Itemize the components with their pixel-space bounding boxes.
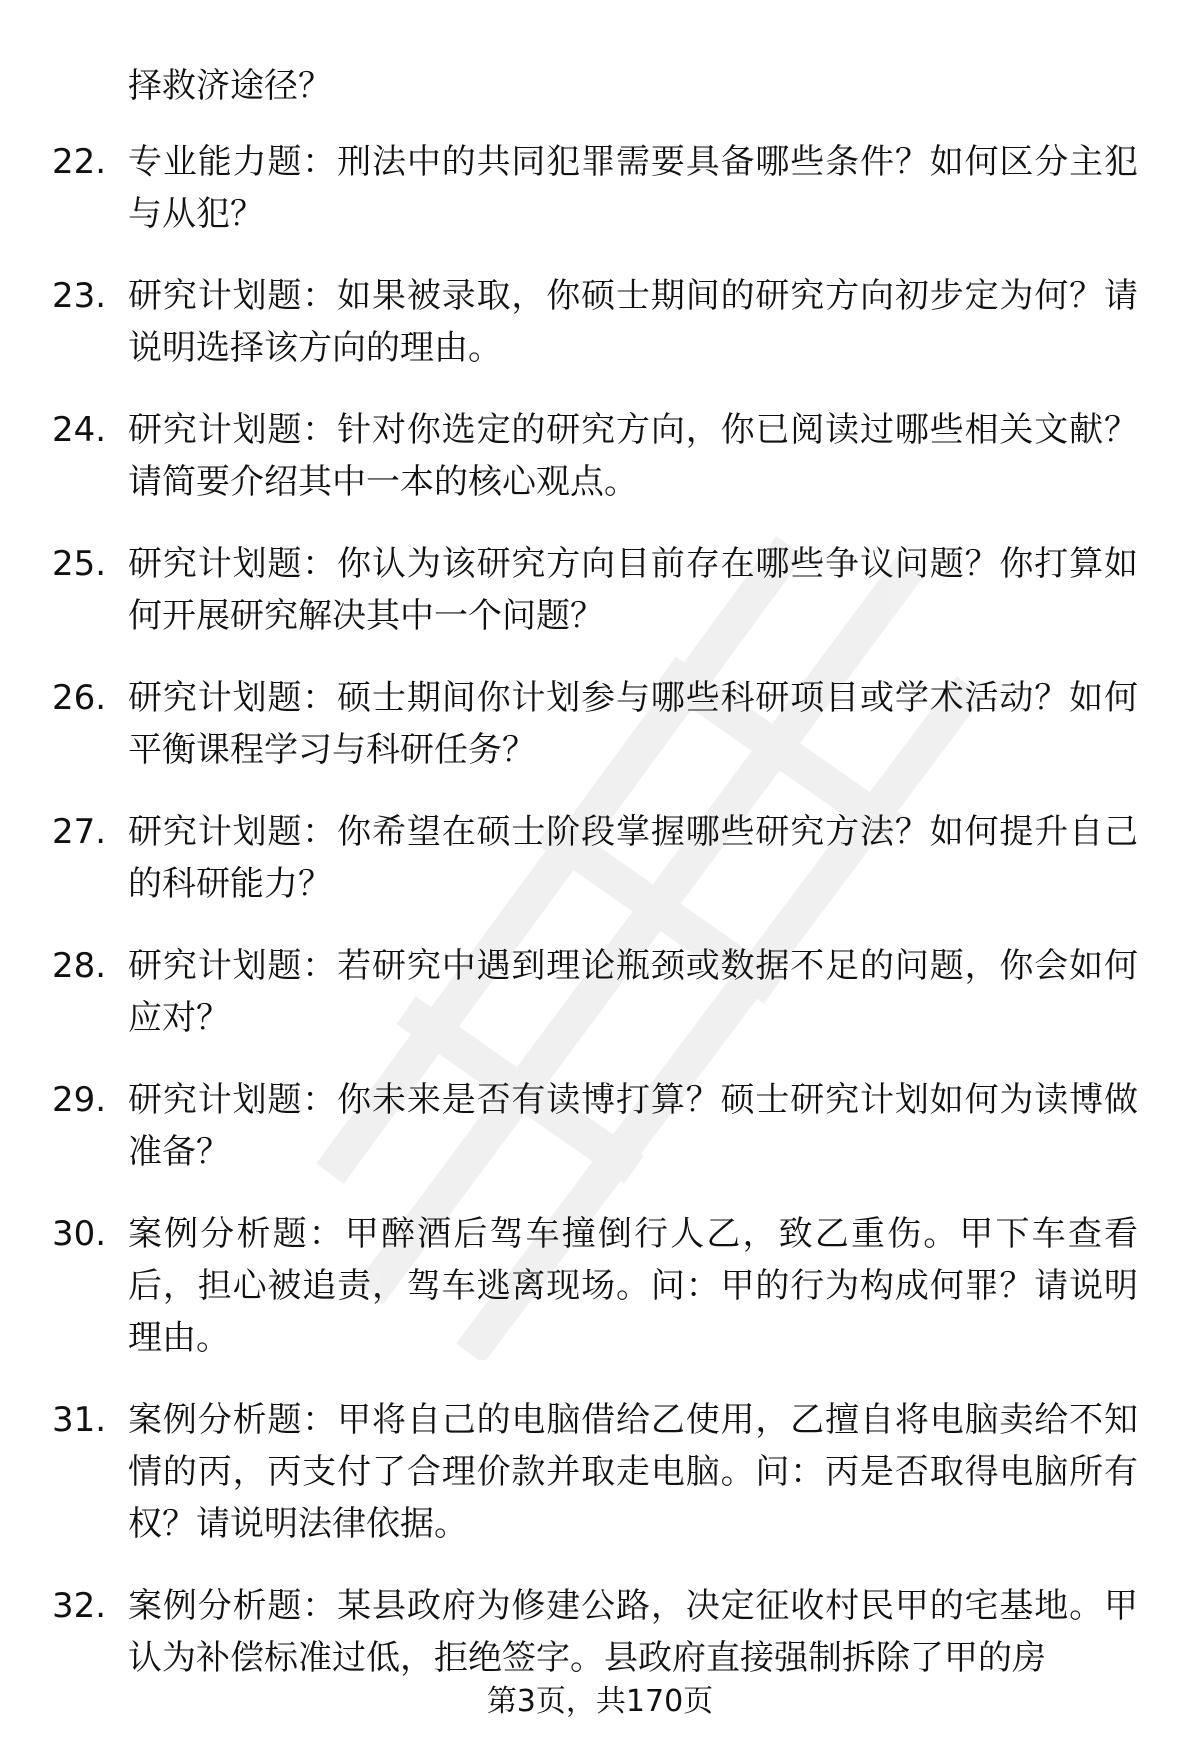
question-number: 31. <box>52 1400 107 1440</box>
question-number: 30. <box>52 1214 107 1254</box>
question-list <box>52 136 1152 1714</box>
page-footer: 第3页，共170页 <box>486 1684 714 1719</box>
question-item <box>52 404 1152 508</box>
question-item <box>52 136 1152 240</box>
question-item <box>52 1580 1152 1684</box>
question-item <box>52 1394 1152 1550</box>
question-text: 研究计划题：硕士期间你计划参与哪些科研项目或学术活动？如何平衡课程学习与科研任务？ <box>128 678 1138 770</box>
question-item <box>52 940 1152 1044</box>
question-item <box>52 270 1152 374</box>
question-number: 32. <box>52 1586 107 1626</box>
question-text: 案例分析题：某县政府为修建公路，决定征收村民甲的宅基地。甲认为补偿标准过低，拒绝签字。县政府直接强制拆除了甲的房 <box>128 1586 1138 1678</box>
question-text: 研究计划题：若研究中遇到理论瓶颈或数据不足的问题，你会如何应对？ <box>128 946 1138 1038</box>
question-text: 案例分析题：甲将自己的电脑借给乙使用，乙擅自将电脑卖给不知情的丙，丙支付了合理价款并取走电脑。问：丙是否取得电脑所有权？请说明法律依据。 <box>128 1400 1138 1544</box>
question-text: 研究计划题：你认为该研究方向目前存在哪些争议问题？你打算如何开展研究解决其中一个问题？ <box>128 544 1138 636</box>
question-item <box>52 672 1152 776</box>
question-number: 26. <box>52 678 107 718</box>
question-text: 研究计划题：针对你选定的研究方向，你已阅读过哪些相关文献？请简要介绍其中一本的核心观点。 <box>128 410 1138 502</box>
question-number: 29. <box>52 1080 107 1120</box>
question-text: 研究计划题：你未来是否有读博打算？硕士研究计划如何为读博做准备？ <box>128 1080 1138 1172</box>
question-text: 研究计划题：如果被录取，你硕士期间的研究方向初步定为何？请说明选择该方向的理由。 <box>128 276 1138 368</box>
question-number: 22. <box>52 142 107 182</box>
question-text: 案例分析题：甲醉酒后驾车撞倒行人乙，致乙重伤。甲下车查看后，担心被追责，驾车逃离现场。问：甲的行为构成何罪？请说明理由。 <box>128 1214 1138 1358</box>
question-number: 25. <box>52 544 107 584</box>
question-text: 研究计划题：你希望在硕士阶段掌握哪些研究方法？如何提升自己的科研能力？ <box>128 812 1138 904</box>
question-item <box>52 1074 1152 1178</box>
question-item <box>52 1208 1152 1364</box>
question-item <box>52 538 1152 642</box>
question-item <box>52 806 1152 910</box>
question-number: 28. <box>52 946 107 986</box>
question-number: 27. <box>52 812 107 852</box>
question-number: 24. <box>52 410 107 450</box>
continued-text: 择救济途径？ <box>128 66 332 106</box>
question-text: 专业能力题：刑法中的共同犯罪需要具备哪些条件？如何区分主犯与从犯？ <box>128 142 1138 234</box>
question-number: 23. <box>52 276 107 316</box>
